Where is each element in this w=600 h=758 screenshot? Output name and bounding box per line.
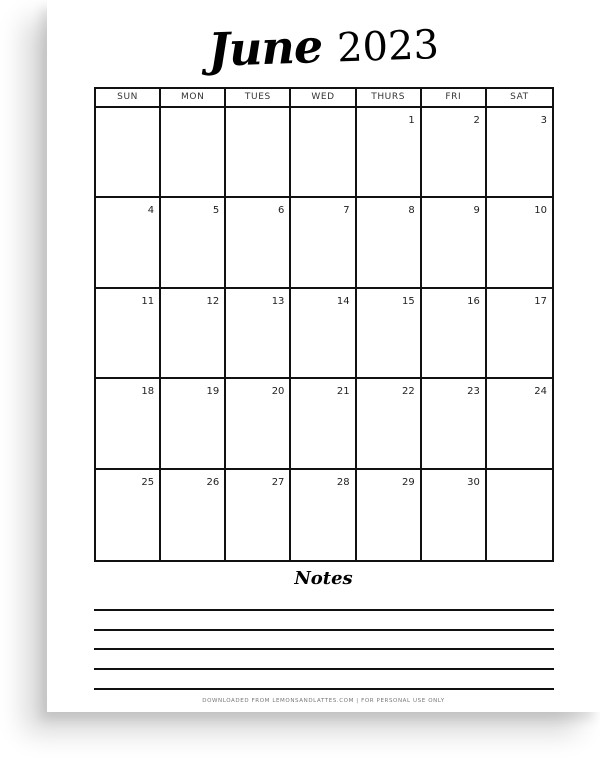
day-cell — [422, 379, 487, 469]
day-cell — [487, 108, 552, 198]
day-cell — [487, 379, 552, 469]
day-number: 27 — [271, 476, 285, 488]
day-cell — [291, 108, 356, 198]
day-cell — [422, 108, 487, 198]
day-cell — [226, 379, 291, 469]
day-cell — [226, 470, 291, 560]
day-cell — [291, 198, 356, 288]
weekday-header: FRI — [422, 89, 487, 108]
day-number: 30 — [467, 476, 480, 488]
year: 2023 — [336, 21, 440, 72]
day-cell — [161, 108, 226, 198]
day-number: 22 — [401, 386, 415, 398]
day-number: 9 — [473, 205, 480, 217]
day-number: 8 — [408, 205, 415, 217]
day-cell — [422, 470, 487, 560]
day-number: 1 — [408, 115, 415, 126]
day-cell — [96, 289, 161, 379]
weekday-header: WED — [291, 89, 356, 108]
day-cell — [96, 108, 161, 198]
day-cell — [226, 198, 291, 288]
day-cell — [226, 108, 291, 198]
weekday-header: MON — [161, 89, 226, 108]
day-number: 23 — [467, 386, 480, 398]
day-number: 11 — [141, 295, 155, 307]
weekday-header: SUN — [96, 89, 161, 108]
day-number: 6 — [278, 205, 285, 217]
notes-line — [94, 648, 554, 650]
day-number: 14 — [336, 295, 350, 307]
day-cell — [96, 379, 161, 469]
notes-heading: Notes — [294, 568, 353, 589]
day-number: 7 — [343, 205, 350, 217]
day-cell — [96, 198, 161, 288]
day-cell — [357, 289, 422, 379]
calendar-grid — [94, 87, 554, 562]
weekday-header: THURS — [357, 89, 422, 108]
notes-line — [94, 688, 554, 690]
day-number: 20 — [271, 386, 285, 398]
day-number: 10 — [534, 205, 547, 217]
day-cell — [96, 470, 161, 560]
day-cell — [226, 289, 291, 379]
day-number: 13 — [271, 295, 285, 307]
notes-line — [94, 609, 554, 611]
day-cell — [291, 289, 356, 379]
weekday-header: TUES — [226, 89, 291, 108]
day-number: 12 — [206, 295, 220, 307]
day-number: 18 — [141, 386, 155, 398]
day-number: 19 — [206, 386, 220, 398]
day-number: 29 — [401, 476, 415, 488]
day-cell — [291, 470, 356, 560]
day-number: 21 — [336, 386, 350, 398]
footer-credit: DOWNLOADED FROM LEMONSANDLATTES.COM | FOR PERSONAL USE ONLY — [202, 698, 445, 704]
day-cell — [422, 198, 487, 288]
day-cell — [161, 198, 226, 288]
day-cell — [161, 379, 226, 469]
notes-line — [94, 629, 554, 631]
day-number: 17 — [534, 295, 547, 307]
day-cell — [422, 289, 487, 379]
day-cell — [161, 289, 226, 379]
day-number: 25 — [141, 476, 155, 488]
day-cell — [357, 379, 422, 469]
day-cell — [357, 108, 422, 198]
day-number: 15 — [401, 295, 415, 307]
notes-line — [94, 668, 554, 670]
day-cell — [161, 470, 226, 560]
month-name: June — [207, 19, 323, 78]
day-number: 2 — [473, 115, 480, 126]
day-number: 28 — [336, 476, 350, 488]
day-cell — [291, 379, 356, 469]
day-cell — [357, 198, 422, 288]
day-cell — [487, 198, 552, 288]
day-number: 3 — [540, 115, 547, 126]
day-number: 26 — [206, 476, 220, 488]
weekday-header: SAT — [487, 89, 552, 108]
day-number: 16 — [467, 295, 480, 307]
day-number: 4 — [147, 205, 155, 217]
day-cell — [357, 470, 422, 560]
day-cell — [487, 470, 552, 560]
day-cell — [487, 289, 552, 379]
day-number: 24 — [534, 386, 547, 398]
day-number: 5 — [212, 205, 220, 217]
